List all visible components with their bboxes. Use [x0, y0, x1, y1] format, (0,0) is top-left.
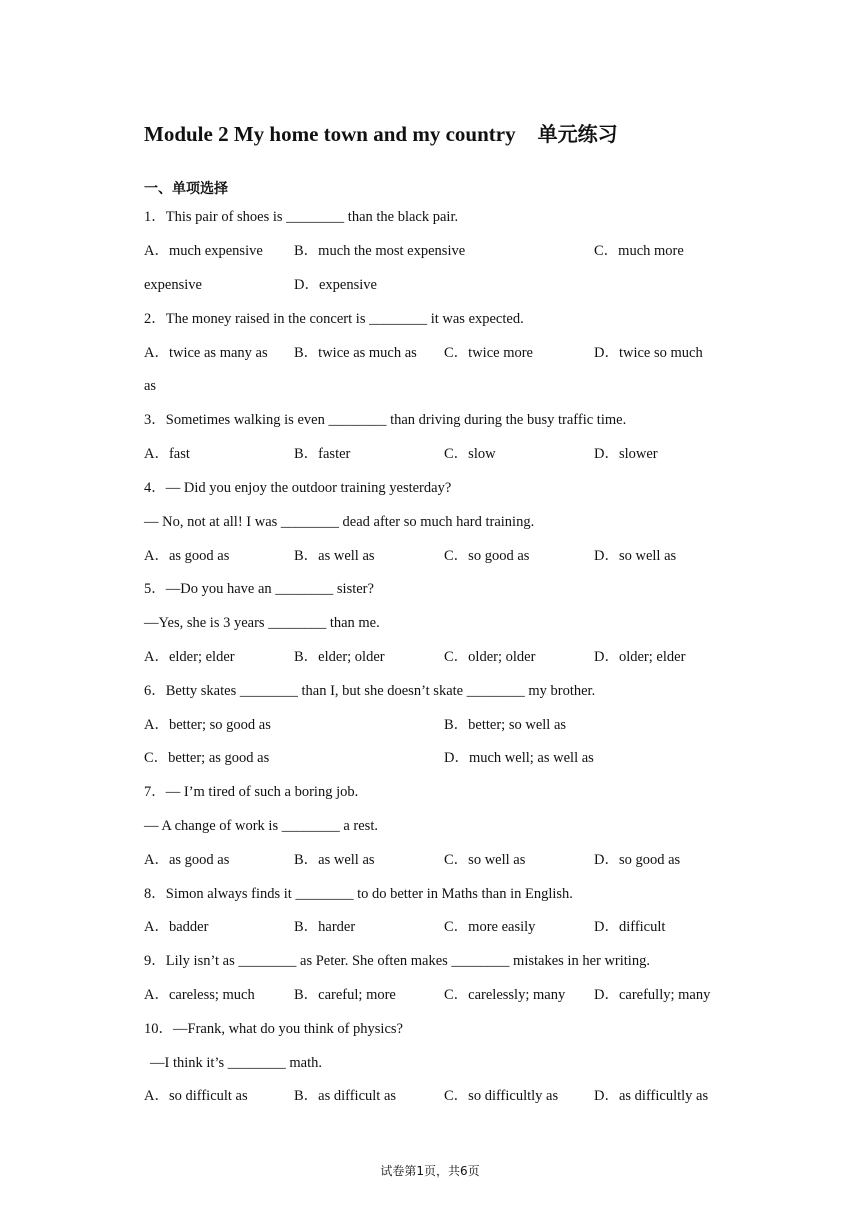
- question-5-option-d: D．older; elder: [594, 649, 686, 665]
- question-8-option-d: D．difficult: [594, 919, 666, 935]
- question-10-option-a: A．so difficult as: [144, 1088, 248, 1104]
- question-9-option-d: D．carefully; many: [594, 987, 711, 1003]
- question-3-option-b: B．faster: [294, 446, 351, 462]
- question-9-stem: 9．Lily isn’t as ________ as Peter. She often makes ________ mistakes in her writing.: [144, 953, 650, 969]
- question-1-option-a: A．much expensive: [144, 243, 263, 259]
- question-2-stem: 2．The money raised in the concert is ________ it was expected.: [144, 311, 524, 327]
- question-8-option-c: C．more easily: [444, 919, 536, 935]
- question-3-stem: 3．Sometimes walking is even ________ than driving during the busy traffic time.: [144, 412, 627, 428]
- question-10-stem: 10．—Frank, what do you think of physics?: [144, 1021, 403, 1037]
- question-4-option-c: C．so good as: [444, 548, 530, 564]
- question-5-option-b: B．elder; older: [294, 649, 385, 665]
- question-5-stem-reply: —Yes, she is 3 years ________ than me.: [144, 615, 380, 631]
- question-1-option-c-wrap: expensive: [144, 277, 202, 293]
- title-cn: 单元练习: [537, 122, 618, 146]
- question-2-option-b: B．twice as much as: [294, 345, 417, 361]
- question-6-stem: 6．Betty skates ________ than I, but she doesn’t skate ________ my brother.: [144, 683, 596, 699]
- question-6-option-c: C．better; as good as: [144, 750, 270, 766]
- question-3-option-d: D．slower: [594, 446, 658, 462]
- title-main: Module 2 My home town and my country: [144, 122, 516, 146]
- page-footer: 试卷第1页，共6页: [380, 1164, 480, 1178]
- question-8-option-a: A．badder: [144, 919, 209, 935]
- question-6-option-a: A．better; so good as: [144, 717, 271, 733]
- question-9-option-a: A．careless; much: [144, 987, 255, 1003]
- question-9-option-c: C．carelessly; many: [444, 987, 566, 1003]
- question-2-option-d-wrap: as: [144, 378, 157, 394]
- question-10-option-d: D．as difficultly as: [594, 1088, 709, 1104]
- question-7-option-b: B．as well as: [294, 852, 375, 868]
- question-10-option-c: C．so difficultly as: [444, 1088, 559, 1104]
- question-5-stem: 5．—Do you have an ________ sister?: [144, 581, 374, 597]
- question-7-stem-reply: — A change of work is ________ a rest.: [144, 818, 378, 834]
- question-4-option-d: D．so well as: [594, 548, 677, 564]
- question-7-option-c: C．so well as: [444, 852, 526, 868]
- question-8-option-b: B．harder: [294, 919, 356, 935]
- question-7-stem: 7．— I’m tired of such a boring job.: [144, 784, 359, 800]
- question-1-option-b: B．much the most expensive: [294, 243, 466, 259]
- question-7-option-a: A．as good as: [144, 852, 230, 868]
- page-title: [144, 118, 618, 147]
- question-5-option-a: A．elder; elder: [144, 649, 235, 665]
- question-2-option-c: C．twice more: [444, 345, 533, 361]
- question-1-option-d: D．expensive: [294, 277, 377, 293]
- question-10-stem-reply: —I think it’s ________ math.: [150, 1055, 322, 1071]
- question-6-option-b: B．better; so well as: [444, 717, 567, 733]
- question-4-option-b: B．as well as: [294, 548, 375, 564]
- question-3-option-c: C．slow: [444, 446, 496, 462]
- question-9-option-b: B．careful; more: [294, 987, 396, 1003]
- question-1-stem: 1．This pair of shoes is ________ than the black pair.: [144, 209, 459, 225]
- question-1-option-c: C．much more: [594, 243, 684, 259]
- question-3-option-a: A．fast: [144, 446, 190, 462]
- question-2-option-a: A．twice as many as: [144, 345, 268, 361]
- question-7-option-d: D．so good as: [594, 852, 681, 868]
- question-6-option-d: D．much well; as well as: [444, 750, 594, 766]
- question-4-option-a: A．as good as: [144, 548, 230, 564]
- question-2-option-d: D．twice so much: [594, 345, 703, 361]
- question-8-stem: 8．Simon always finds it ________ to do better in Maths than in English.: [144, 886, 573, 902]
- section-heading: 一、单项选择: [144, 181, 228, 197]
- question-4-stem-reply: — No, not at all! I was ________ dead after so much hard training.: [144, 514, 535, 530]
- question-10-option-b: B．as difficult as: [294, 1088, 397, 1104]
- question-5-option-c: C．older; older: [444, 649, 536, 665]
- question-4-stem: 4．— Did you enjoy the outdoor training yesterday?: [144, 480, 452, 496]
